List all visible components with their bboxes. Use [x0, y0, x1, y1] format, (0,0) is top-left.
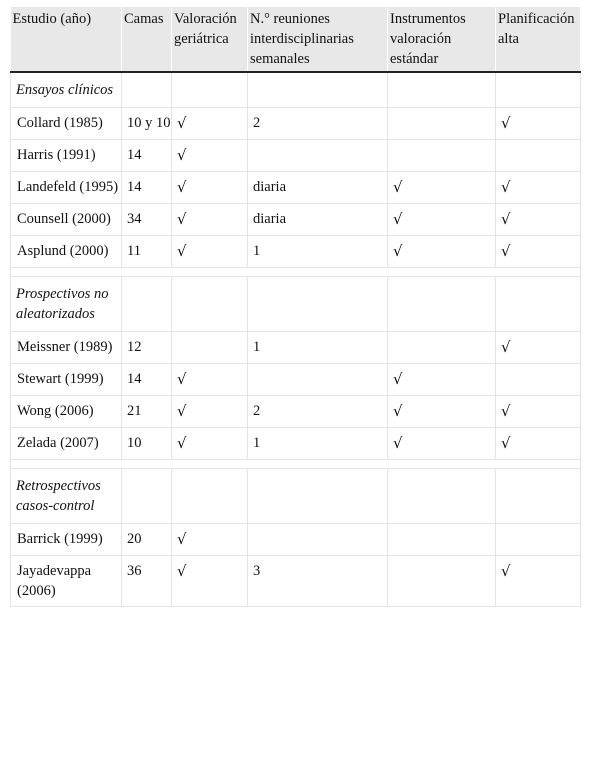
- empty-cell: [388, 72, 496, 108]
- discharge-planning-cell: [496, 140, 581, 172]
- meetings-cell: 1: [248, 236, 388, 268]
- group-header-row: [11, 469, 581, 524]
- beds-cell: 14: [122, 140, 172, 172]
- check-mark-icon: √: [501, 338, 511, 356]
- header-discharge-planning: Planificación alta: [496, 7, 581, 72]
- check-mark-icon: √: [177, 562, 187, 580]
- group-spacer-row: [11, 268, 581, 277]
- check-mark-icon: √: [177, 370, 187, 388]
- table-row: [11, 236, 581, 268]
- spacer-cell: [388, 268, 496, 277]
- study-cell: Stewart (1999): [11, 364, 122, 396]
- meetings-cell: diaria: [248, 172, 388, 204]
- check-mark-icon: √: [501, 178, 511, 196]
- meetings-cell: [248, 524, 388, 556]
- empty-cell: [172, 277, 248, 332]
- check-mark-icon: √: [501, 242, 511, 260]
- spacer-cell: [172, 268, 248, 277]
- spacer-cell: [248, 268, 388, 277]
- standard-instruments-cell: [388, 140, 496, 172]
- check-mark-icon: √: [501, 402, 511, 420]
- beds-cell: 20: [122, 524, 172, 556]
- check-mark-icon: √: [177, 530, 187, 548]
- spacer-cell: [122, 460, 172, 469]
- empty-cell: [388, 277, 496, 332]
- discharge-planning-cell: [496, 108, 581, 140]
- spacer-cell: [388, 460, 496, 469]
- study-cell: Landefeld (1995): [11, 172, 122, 204]
- group-label: Ensayos clínicos: [11, 72, 122, 108]
- beds-cell: 36: [122, 556, 172, 607]
- beds-cell: 34: [122, 204, 172, 236]
- check-mark-icon: √: [501, 210, 511, 228]
- empty-cell: [172, 469, 248, 524]
- table-row: [11, 556, 581, 607]
- geriatric-assessment-cell: [172, 204, 248, 236]
- beds-cell: 14: [122, 172, 172, 204]
- spacer-cell: [496, 268, 581, 277]
- empty-cell: [122, 72, 172, 108]
- table-header: [11, 7, 581, 72]
- empty-cell: [122, 469, 172, 524]
- geriatric-assessment-cell: [172, 556, 248, 607]
- group-label: Prospectivos no aleatorizados: [11, 277, 122, 332]
- geriatric-assessment-cell: [172, 172, 248, 204]
- table-row: [11, 332, 581, 364]
- table-row: [11, 396, 581, 428]
- geriatric-assessment-cell: [172, 364, 248, 396]
- study-cell: Harris (1991): [11, 140, 122, 172]
- beds-cell: 14: [122, 364, 172, 396]
- spacer-cell: [122, 268, 172, 277]
- check-mark-icon: √: [393, 242, 403, 260]
- check-mark-icon: √: [177, 114, 187, 132]
- check-mark-icon: √: [501, 562, 511, 580]
- discharge-planning-cell: [496, 396, 581, 428]
- meetings-cell: 2: [248, 396, 388, 428]
- table-row: [11, 524, 581, 556]
- check-mark-icon: √: [177, 210, 187, 228]
- geriatric-assessment-cell: [172, 524, 248, 556]
- table-row: [11, 140, 581, 172]
- study-cell: Barrick (1999): [11, 524, 122, 556]
- header-row: [11, 7, 581, 72]
- geriatric-assessment-cell: [172, 332, 248, 364]
- study-cell: Meissner (1989): [11, 332, 122, 364]
- standard-instruments-cell: [388, 396, 496, 428]
- check-mark-icon: √: [393, 370, 403, 388]
- check-mark-icon: √: [393, 178, 403, 196]
- empty-cell: [248, 469, 388, 524]
- beds-cell: 12: [122, 332, 172, 364]
- meetings-cell: 2: [248, 108, 388, 140]
- meetings-cell: 1: [248, 428, 388, 460]
- discharge-planning-cell: [496, 236, 581, 268]
- geriatric-assessment-cell: [172, 236, 248, 268]
- group-spacer-row: [11, 460, 581, 469]
- spacer-cell: [496, 460, 581, 469]
- group-header-row: [11, 277, 581, 332]
- geriatric-assessment-cell: [172, 396, 248, 428]
- studies-table: [10, 7, 581, 607]
- meetings-cell: [248, 364, 388, 396]
- discharge-planning-cell: [496, 524, 581, 556]
- standard-instruments-cell: [388, 236, 496, 268]
- standard-instruments-cell: [388, 364, 496, 396]
- header-geriatric-assessment: Valoración geriátrica: [172, 7, 248, 72]
- meetings-cell: diaria: [248, 204, 388, 236]
- standard-instruments-cell: [388, 332, 496, 364]
- check-mark-icon: √: [393, 210, 403, 228]
- standard-instruments-cell: [388, 524, 496, 556]
- beds-cell: 21: [122, 396, 172, 428]
- meetings-cell: [248, 140, 388, 172]
- table-row: [11, 172, 581, 204]
- study-cell: Asplund (2000): [11, 236, 122, 268]
- table-row: [11, 364, 581, 396]
- empty-cell: [496, 72, 581, 108]
- empty-cell: [172, 72, 248, 108]
- header-beds: Camas: [122, 7, 172, 72]
- check-mark-icon: √: [177, 178, 187, 196]
- group-label: Retrospectivos casos-control: [11, 469, 122, 524]
- check-mark-icon: √: [393, 434, 403, 452]
- spacer-cell: [248, 460, 388, 469]
- empty-cell: [122, 277, 172, 332]
- header-study: Estudio (año): [11, 7, 122, 72]
- empty-cell: [248, 277, 388, 332]
- check-mark-icon: √: [177, 146, 187, 164]
- check-mark-icon: √: [393, 402, 403, 420]
- discharge-planning-cell: [496, 556, 581, 607]
- table-body: [11, 72, 581, 607]
- study-cell: Jayadevappa (2006): [11, 556, 122, 607]
- study-cell: Zelada (2007): [11, 428, 122, 460]
- discharge-planning-cell: [496, 204, 581, 236]
- spacer-cell: [172, 460, 248, 469]
- empty-cell: [248, 72, 388, 108]
- meetings-cell: 1: [248, 332, 388, 364]
- discharge-planning-cell: [496, 172, 581, 204]
- standard-instruments-cell: [388, 204, 496, 236]
- check-mark-icon: √: [177, 434, 187, 452]
- table-row: [11, 108, 581, 140]
- table-row: [11, 428, 581, 460]
- beds-cell: 11: [122, 236, 172, 268]
- empty-cell: [388, 469, 496, 524]
- study-cell: Counsell (2000): [11, 204, 122, 236]
- study-cell: Collard (1985): [11, 108, 122, 140]
- beds-cell: 10 y 10: [122, 108, 172, 140]
- geriatric-assessment-cell: [172, 428, 248, 460]
- discharge-planning-cell: [496, 428, 581, 460]
- spacer-cell: [11, 460, 122, 469]
- header-standard-instruments: Instrumentos valoración estándar: [388, 7, 496, 72]
- geriatric-assessment-cell: [172, 108, 248, 140]
- check-mark-icon: √: [501, 114, 511, 132]
- standard-instruments-cell: [388, 428, 496, 460]
- study-cell: Wong (2006): [11, 396, 122, 428]
- check-mark-icon: √: [177, 242, 187, 260]
- discharge-planning-cell: [496, 364, 581, 396]
- standard-instruments-cell: [388, 172, 496, 204]
- meetings-cell: 3: [248, 556, 388, 607]
- check-mark-icon: √: [177, 402, 187, 420]
- standard-instruments-cell: [388, 108, 496, 140]
- geriatric-assessment-cell: [172, 140, 248, 172]
- group-header-row: [11, 72, 581, 108]
- standard-instruments-cell: [388, 556, 496, 607]
- empty-cell: [496, 277, 581, 332]
- studies-table-container: [10, 7, 580, 607]
- spacer-cell: [11, 268, 122, 277]
- empty-cell: [496, 469, 581, 524]
- header-weekly-meetings: N.° reuniones interdisciplinarias semanales: [248, 7, 388, 72]
- beds-cell: 10: [122, 428, 172, 460]
- discharge-planning-cell: [496, 332, 581, 364]
- table-row: [11, 204, 581, 236]
- check-mark-icon: √: [501, 434, 511, 452]
